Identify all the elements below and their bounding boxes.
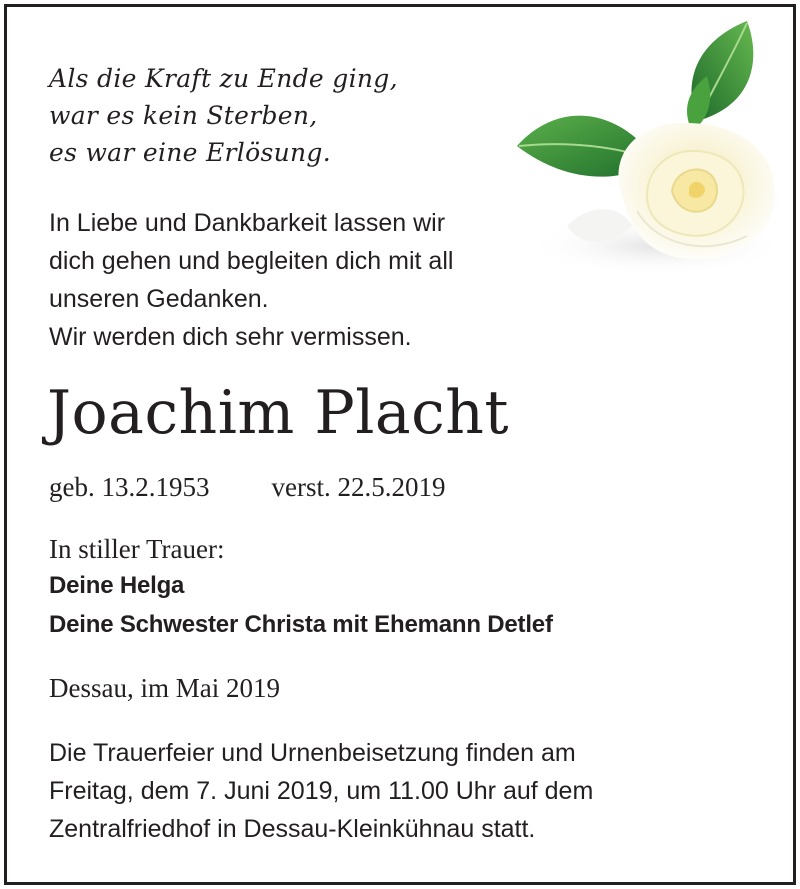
deceased-name: Joachim Placht [47,378,510,448]
farewell-text [49,204,453,356]
farewell-line: In Liebe und Dankbarkeit lassen wir [49,209,446,237]
farewell-line: Wir werden dich sehr vermissen. [49,323,412,351]
service-line: Die Trauerfeier und Urnenbeisetzung finden am [49,739,576,767]
death-date: verst. 22.5.2019 [271,472,446,502]
service-line: Zentralfriedhof in Dessau-Kleinkühnau statt. [49,815,536,843]
poem-line: war es kein Sterben, [49,101,318,130]
white-rose-icon [507,11,797,291]
farewell-line: unseren Gedanken. [49,285,269,313]
funeral-service-info [49,734,593,848]
mourner-name: Deine Schwester Christa mit Ehemann Detlef [49,611,553,638]
obituary-frame [4,4,796,885]
poem-line: es war eine Erlösung. [49,138,331,167]
mourner-name: Deine Helga [49,572,185,599]
mourners-label: In stiller Trauer: [49,534,225,564]
poem-line: Als die Kraft zu Ende ging, [49,64,398,93]
service-line: Freitag, dem 7. Juni 2019, um 11.00 Uhr auf dem [49,777,594,805]
poem [49,60,398,171]
farewell-line: dich gehen und begleiten dich mit all [49,247,454,275]
birth-date: geb. 13.2.1953 [49,472,210,502]
life-dates [49,470,445,504]
place-date: Dessau, im Mai 2019 [49,673,280,703]
